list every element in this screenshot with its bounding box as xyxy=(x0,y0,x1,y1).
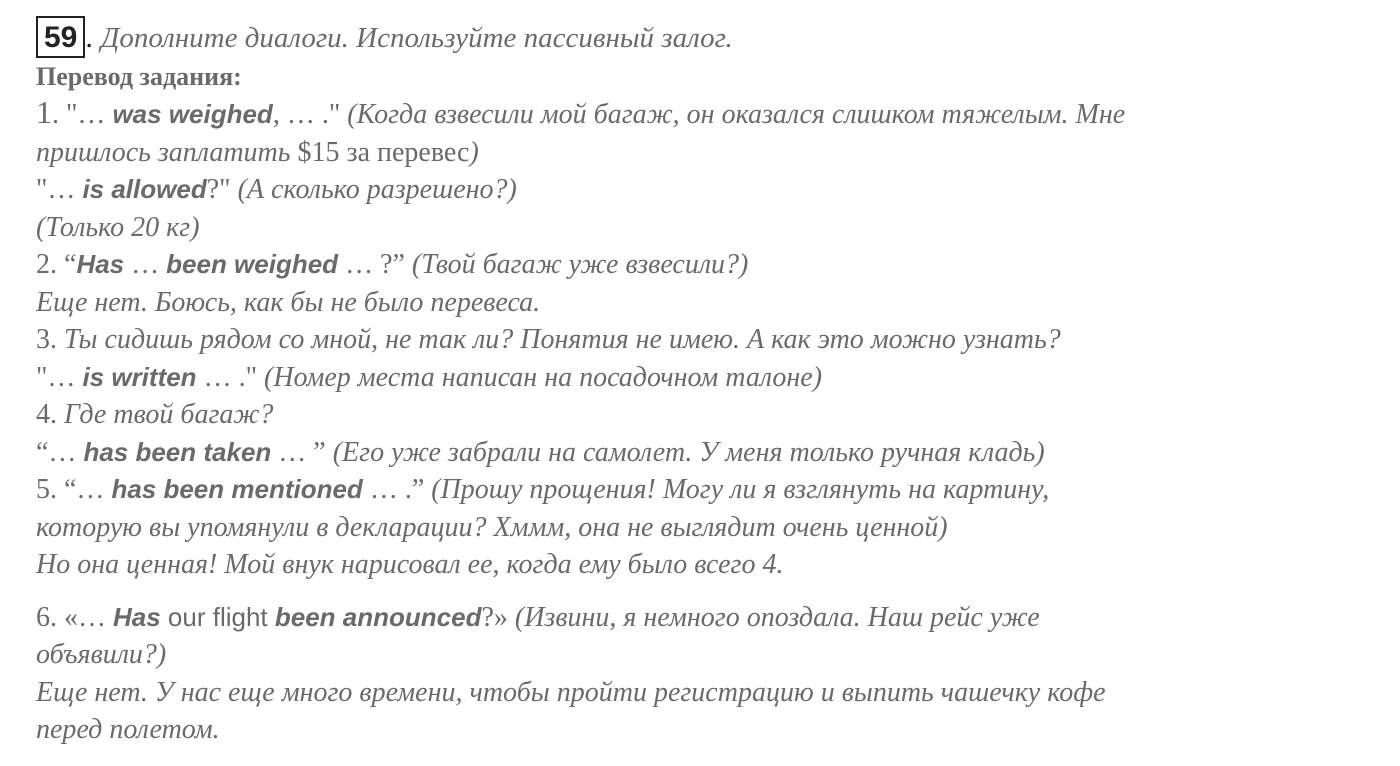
line-text: our flight xyxy=(160,601,275,632)
line-text: ?" xyxy=(206,174,238,205)
task-number-dot: . xyxy=(85,21,93,54)
translation-text: Ты сидишь рядом со мной, не так ли? Понятия не имею. А как это можно узнать? xyxy=(64,324,1061,355)
dialogue-1-line-2 xyxy=(36,134,1376,172)
dialogue-6-line-1 xyxy=(36,599,1376,637)
task-instruction: Дополните диалоги. Используйте пассивный залог. xyxy=(100,22,733,54)
translation-text: (Твой багаж уже взвесили?) xyxy=(411,249,749,280)
english-answer: been weighed xyxy=(166,249,339,279)
translation-text: (Номер места написан на посадочном талоне) xyxy=(264,361,823,393)
line-text: , … ." xyxy=(272,99,348,130)
translation-text: (Прошу прощения! Могу ли я взглянуть на картину, xyxy=(431,474,1050,505)
dialogue-6-line-2 xyxy=(36,636,1376,674)
translation-text: пришлось заплатить xyxy=(36,136,298,168)
translation-text: Еще нет. Боюсь, как бы не было перевеса. xyxy=(36,286,541,318)
line-text: . "… xyxy=(52,99,113,130)
line-text: 5. “… xyxy=(36,474,112,505)
dialogue-1-line-4 xyxy=(36,209,1376,247)
line-text: … ” xyxy=(271,436,333,468)
translation-text: Но она ценная! Мой внук нарисовал ее, когда ему было всего 4. xyxy=(36,549,784,580)
dialogue-1-line-1 xyxy=(36,94,1376,134)
line-text: … xyxy=(124,249,167,280)
dialogue-5-line-1 xyxy=(36,471,1376,509)
line-text: … ." xyxy=(196,361,265,393)
english-answer: has been taken xyxy=(83,436,272,467)
line-text: $15 за перевес xyxy=(297,136,470,168)
line-text: 6. «… xyxy=(36,601,113,633)
dialogue-4-line-2 xyxy=(36,434,1376,472)
english-answer: is allowed xyxy=(82,174,207,204)
line-text: "… xyxy=(36,174,83,205)
english-answer: was weighed xyxy=(112,99,273,129)
english-answer: been announced xyxy=(274,601,482,632)
task-number-box: 59 xyxy=(36,16,85,58)
line-text: "… xyxy=(36,361,83,393)
translation-text: Где твой багаж? xyxy=(64,399,274,430)
line-text: “… xyxy=(36,436,84,468)
dialogue-2-line-2 xyxy=(36,284,1376,322)
line-text: ?» xyxy=(481,601,515,633)
dialogue-3-line-1 xyxy=(36,321,1376,359)
english-answer: is written xyxy=(82,361,197,392)
dialogue-5-line-2 xyxy=(36,509,1376,547)
english-answer: has been mentioned xyxy=(111,474,363,504)
translation-text: (Извини, я немного опоздала. Наш рейс уже xyxy=(514,601,1040,633)
item-number: 1 xyxy=(36,94,52,130)
english-answer: Has xyxy=(76,249,125,279)
dialogue-4-line-1 xyxy=(36,396,1376,434)
dialogue-6-line-4 xyxy=(36,711,1376,749)
spacer xyxy=(36,584,1376,599)
line-text: 3. xyxy=(36,324,64,355)
dialogue-1-line-3 xyxy=(36,171,1376,209)
translation-text: объявили?) xyxy=(36,639,167,670)
translation-text: (Его уже забрали на самолет. У меня только ручная кладь) xyxy=(332,436,1045,468)
translation-text: (Только 20 кг) xyxy=(36,211,200,243)
line-text: … ?” xyxy=(338,249,412,280)
translation-text: перед полетом. xyxy=(36,714,220,745)
dialogue-3-line-2 xyxy=(36,359,1376,397)
dialogue-2-line-1 xyxy=(36,246,1376,284)
line-text: 2. “ xyxy=(36,249,77,280)
line-text: 4. xyxy=(36,399,64,430)
line-text: … .” xyxy=(362,474,432,505)
translation-text: (Когда взвесили мой багаж, он оказался слишком тяжелым. Мне xyxy=(347,99,1126,130)
translation-text: (А сколько разрешено?) xyxy=(237,174,517,205)
translation-text: ) xyxy=(469,136,479,168)
task-header xyxy=(36,8,1376,58)
dialogue-6-line-3 xyxy=(36,674,1376,712)
translation-text: которую вы упомянули в декларации? Хммм, она не выглядит очень ценной) xyxy=(36,511,948,543)
exercise-page xyxy=(36,8,1376,749)
section-title: Перевод задания: xyxy=(36,62,242,91)
english-answer: Has xyxy=(113,601,161,632)
dialogue-5-line-3 xyxy=(36,546,1376,584)
translation-text: Еще нет. У нас еще много времени, чтобы пройти регистрацию и выпить чашечку кофе xyxy=(36,676,1106,708)
